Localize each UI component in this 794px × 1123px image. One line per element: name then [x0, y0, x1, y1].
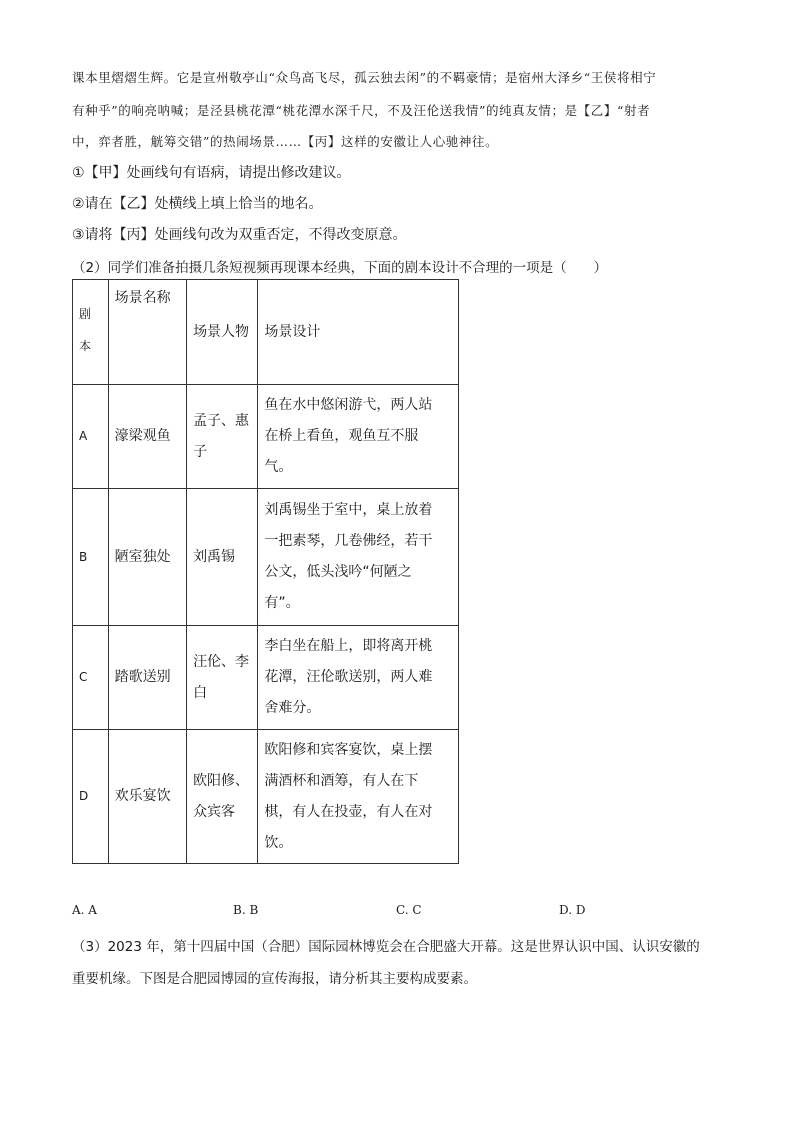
option-b: B. B: [233, 903, 259, 917]
row-scene: 欢乐宴饮: [108, 730, 186, 864]
row-scene: 濠梁观鱼: [108, 385, 186, 489]
row-design: 欧阳修和宾客宴饮，桌上摆 满酒杯和酒筹，有人在下 棋，有人在投壶，有人在对 饮。: [258, 730, 459, 864]
row-characters: 汪伦、李 白: [187, 626, 258, 730]
row-scene: 陋室独处: [108, 489, 186, 626]
row-design: 刘禹锡坐于室中，桌上放着 一把素琴，几卷佛经，若干 公文，低头浅吟“何陋之 有”。: [258, 489, 459, 626]
option-c: C. C: [396, 903, 422, 917]
table-row: [73, 489, 459, 626]
question-3-line-1: （3）2023 年，第十四届中国（合肥）国际园林博览会在合肥盛大开幕。这是世界认识中国、认识安徽的: [72, 939, 700, 955]
table-row: [73, 626, 459, 730]
header-characters: 场景人物: [187, 280, 258, 385]
table-row: [73, 730, 459, 864]
option-a: A. A: [72, 903, 97, 917]
row-scene: 踏歌送别: [108, 626, 186, 730]
row-characters: 孟子、惠 子: [187, 385, 258, 489]
task-3: ③请将【丙】处画线句改为双重否定，不得改变原意。: [72, 227, 407, 243]
passage-line-1: 课本里熠熠生辉。它是宣州敬亭山“众鸟高飞尽，孤云独去闲”的不羁豪情；是宿州大泽乡“王侯将相宁: [72, 70, 657, 85]
row-design: 鱼在水中悠闲游弋，两人站 在桥上看鱼，观鱼互不服 气。: [258, 385, 459, 489]
row-id: C: [73, 626, 109, 730]
script-table: [72, 279, 459, 864]
header-script: 剧 本: [73, 280, 109, 385]
row-id: B: [73, 489, 109, 626]
row-characters: 欧阳修、 众宾客: [187, 730, 258, 864]
row-id: A: [73, 385, 109, 489]
row-design: 李白坐在船上，即将离开桃 花潭，汪伦歌送别，两人难 舍难分。: [258, 626, 459, 730]
task-1: ①【甲】处画线句有语病，请提出修改建议。: [72, 165, 351, 181]
passage-line-3: 中，弈者胜，觥筹交错”的热闹场景……【丙】这样的安徽让人心驰神往。: [72, 134, 499, 149]
question-2-stem: （2）同学们准备拍摄几条短视频再现课本经典，下面的剧本设计不合理的一项是（ ）: [72, 260, 608, 276]
row-id: D: [73, 730, 109, 864]
table-header-row: [73, 280, 459, 385]
option-d: D. D: [559, 903, 586, 917]
table-row: [73, 385, 459, 489]
header-design: 场景设计: [258, 280, 459, 385]
passage-line-2: 有种乎”的响亮呐喊；是泾县桃花潭“桃花潭水深千尺，不及汪伦送我情”的纯真友情；是【乙】“射者: [72, 103, 651, 118]
question-3-line-2: 重要机缘。下图是合肥园博园的宣传海报，请分析其主要构成要素。: [72, 971, 477, 987]
header-scene-name: 场景名称: [108, 280, 186, 385]
task-2: ②请在【乙】处横线上填上恰当的地名。: [72, 196, 323, 212]
row-characters: 刘禹锡: [187, 489, 258, 626]
